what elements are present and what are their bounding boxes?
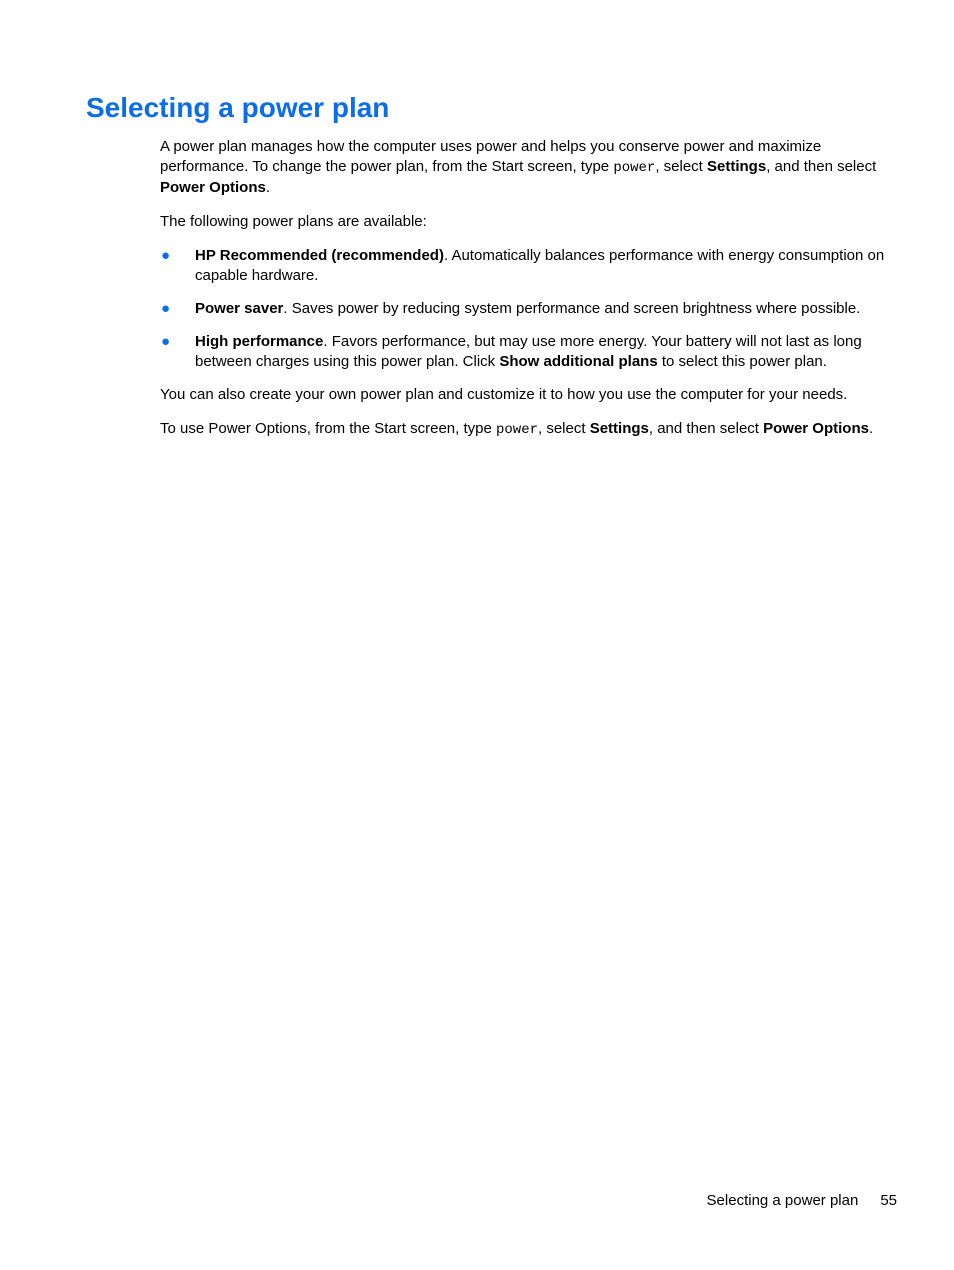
intro-text-1: A power plan manages how the computer uses power and helps you conserve power and maximize performance. To change the power plan, from the Start screen, type <box>160 138 822 175</box>
list-item <box>160 299 885 319</box>
footer-section-title: Selecting a power plan <box>706 1192 859 1209</box>
plan-description: . Saves power by reducing system performance and screen brightness where possible. <box>283 300 861 317</box>
plan-description: . Automatically balances performance with energy consumption on capable hardware. <box>195 247 885 284</box>
intro-code: power <box>613 160 656 176</box>
bullet-icon: ● <box>161 247 171 264</box>
outro-power-options: Power Options <box>763 420 869 437</box>
plan-name: Power saver <box>195 300 284 317</box>
plan-description: . Favors performance, but may use more energy. Your battery will not last as long between charges using this power plan. Click <box>195 333 862 370</box>
bullet-icon: ● <box>161 300 171 317</box>
intro-text-4: . <box>265 179 271 196</box>
custom-plan-paragraph: You can also create your own power plan and customize it to how you use the computer for your needs. <box>160 386 848 403</box>
outro-text-2: , select <box>538 420 590 437</box>
outro-code: power <box>495 422 538 438</box>
list-item <box>160 246 885 286</box>
plan-name: High performance <box>195 333 324 350</box>
plan-description-end: to select this power plan. <box>657 353 827 370</box>
power-plan-list <box>160 246 885 372</box>
show-additional-plans: Show additional plans <box>499 353 658 370</box>
plan-name: HP Recommended (recommended) <box>195 247 444 264</box>
outro-text-4: . <box>868 420 874 437</box>
page-title: Selecting a power plan <box>86 92 390 123</box>
outro-settings: Settings <box>589 420 649 437</box>
main-content <box>160 137 885 454</box>
intro-paragraph <box>160 137 885 198</box>
intro-text-3: , and then select <box>766 158 877 175</box>
page-number: 55 <box>880 1192 897 1209</box>
list-item <box>160 332 885 372</box>
outro-text-1: To use Power Options, from the Start screen, type <box>160 420 496 437</box>
intro-power-options: Power Options <box>160 179 266 196</box>
intro-text-2: , select <box>655 158 708 175</box>
intro-settings: Settings <box>707 158 767 175</box>
plans-intro: The following power plans are available: <box>160 213 427 230</box>
bullet-icon: ● <box>161 333 171 350</box>
outro-text-3: , and then select <box>648 420 764 437</box>
outro-paragraph <box>160 419 885 440</box>
page-footer <box>707 1191 897 1211</box>
